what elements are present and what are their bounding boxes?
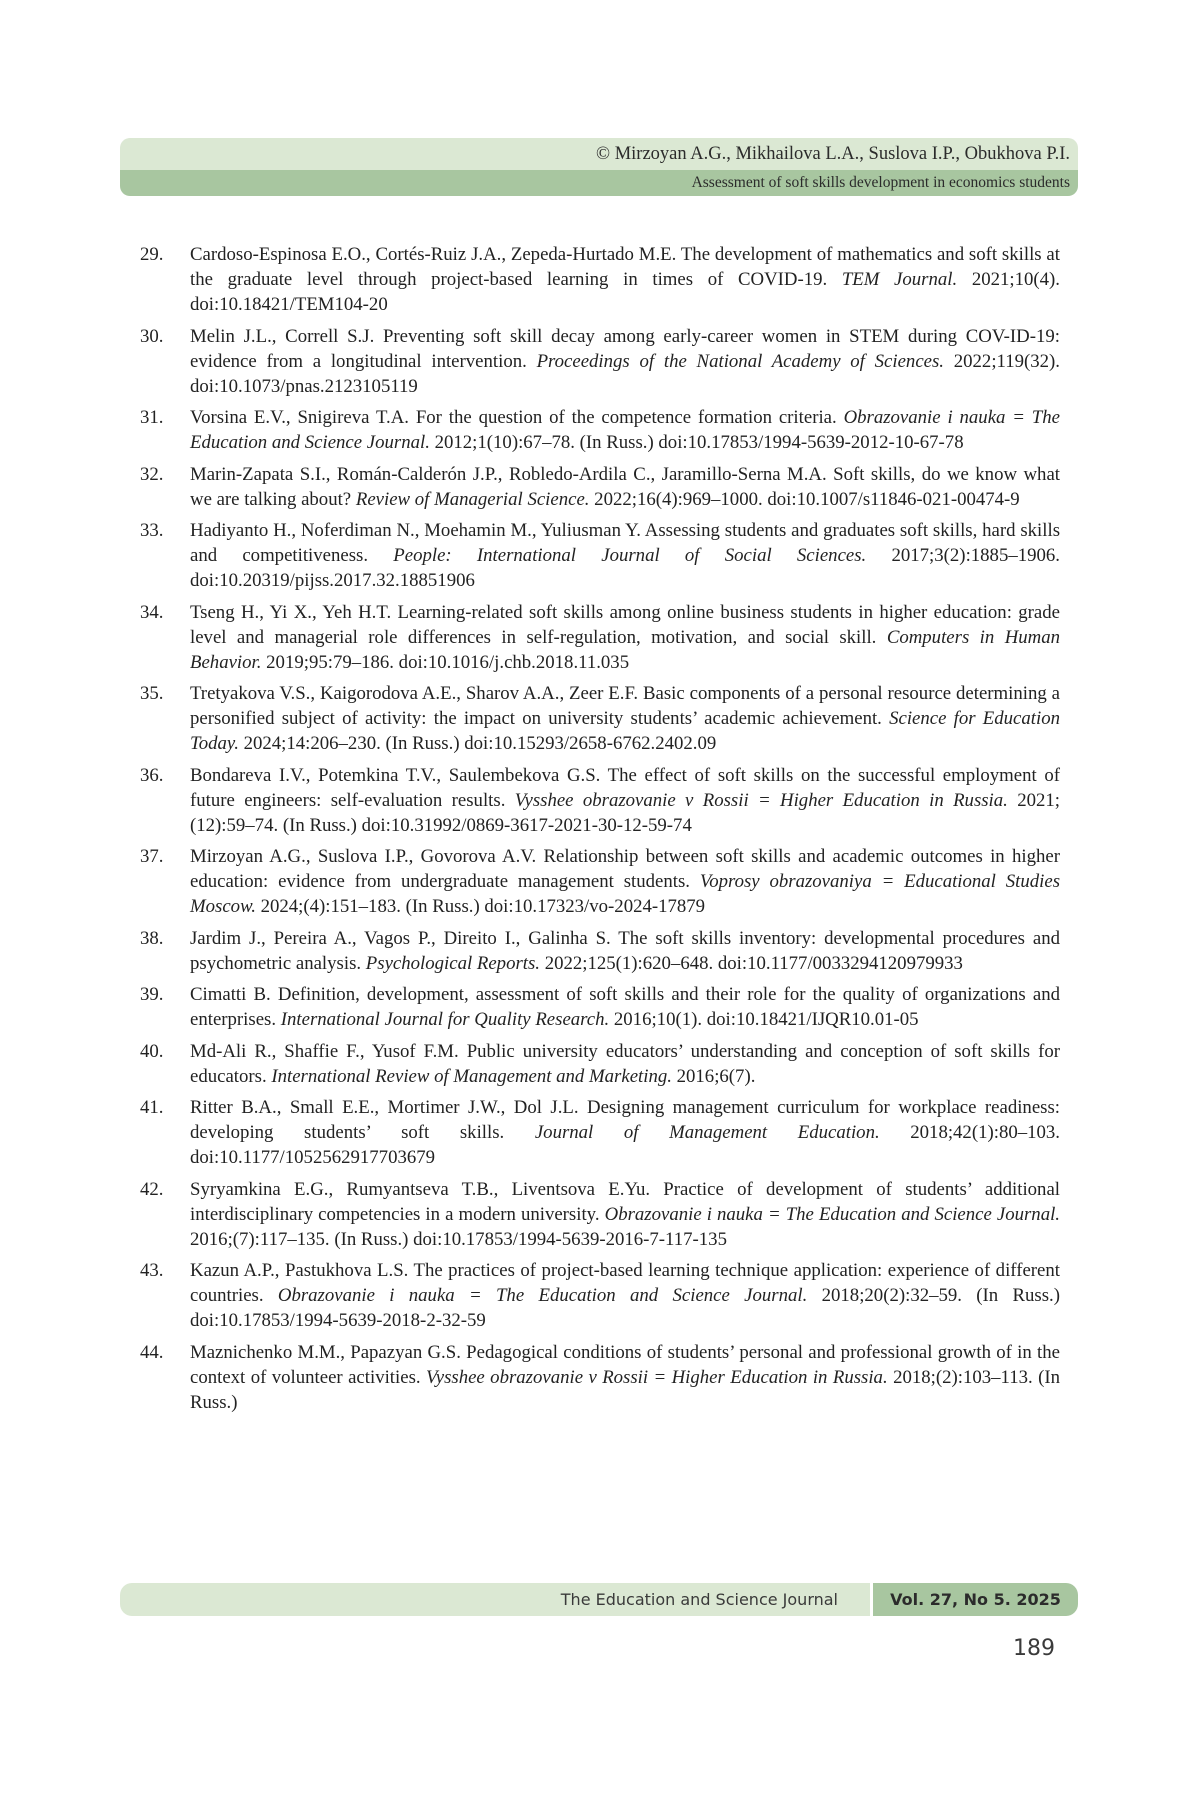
reference-authors-title: Melin J.L., Correll S.J. Preventing soft skill decay among early-career women in STEM during COV-ID-19: evidence from a longitudinal intervention. xyxy=(190,325,1060,372)
reference-source: Science for Education Today. xyxy=(190,708,1060,754)
reference-text xyxy=(190,926,1060,976)
footer-volume: Vol. 27, No 5. 2025 xyxy=(870,1583,1078,1616)
reference-text xyxy=(190,681,1060,756)
reference-source: Obrazovanie i nauka = The Education and Science Journal. xyxy=(190,407,1060,453)
running-header xyxy=(120,138,1078,196)
page-number: 189 xyxy=(1013,1636,1055,1661)
reference-source: Proceedings of the National Academy of Sciences. xyxy=(536,350,944,372)
reference-number: 29. xyxy=(140,244,164,265)
header-article-title: Assessment of soft skills development in economics students xyxy=(120,170,1078,196)
reference-details: 2024;14:206–230. (In Russ.) doi:10.15293/2658-6762.2402.09 xyxy=(238,733,717,754)
reference-details: 2018;20(2):32–59. (In Russ.) doi:10.17853/1994-5639-2018-2-32-59 xyxy=(190,1285,1061,1331)
footer-journal-name: The Education and Science Journal xyxy=(120,1583,870,1616)
reference-text xyxy=(190,844,1060,919)
reference-number: 40. xyxy=(140,1040,164,1062)
reference-number: 32. xyxy=(140,463,164,485)
reference-authors-title: Tretyakova V.S., Kaigorodova A.E., Sharov A.A., Zeer E.F. Basic components of a personal resource determining a personified subject of activity: the impact on university students’ academic achievement. xyxy=(190,683,1060,729)
reference-authors-title: Tseng H., Yi X., Yeh H.T. Learning-related soft skills among online business students in higher education: grade level and managerial role differences in self-regulation, motivation, and social skill. xyxy=(190,601,1060,648)
reference-text xyxy=(190,1340,1060,1415)
reference-details: 2021;10(4). doi:10.18421/TEM104-20 xyxy=(190,269,1060,315)
reference-details: 2024;(4):151–183. (In Russ.) doi:10.17323/vo-2024-17879 xyxy=(255,896,706,917)
reference-source: Journal of Management Education. xyxy=(534,1122,880,1143)
reference-authors-title: Ritter B.A., Small E.E., Mortimer J.W., Dol J.L. Designing management curriculum for workplace readiness: developing students’ soft skills. xyxy=(190,1097,1060,1143)
reference-number: 37. xyxy=(140,846,164,867)
reference-number: 36. xyxy=(140,764,164,786)
reference-authors-title: Vorsina E.V., Snigireva T.A. For the question of the competence formation criteria. xyxy=(190,407,844,428)
reference-source: TEM Journal. xyxy=(841,269,958,290)
reference-authors-title: Cimatti B. Definition, development, assessment of soft skills and their role for the quality of organizations and enterprises. xyxy=(190,984,1060,1030)
reference-item xyxy=(120,982,1060,1032)
reference-item xyxy=(120,1177,1060,1252)
reference-details: 2018;(2):103–113. (In Russ.) xyxy=(190,1366,1061,1413)
reference-authors-title: Maznichenko M.M., Papazyan G.S. Pedagogical conditions of students’ personal and professional growth of in the context of volunteer activities. xyxy=(190,1341,1060,1388)
reference-source: International Journal for Quality Research. xyxy=(280,1009,610,1030)
reference-text xyxy=(190,763,1060,838)
reference-text xyxy=(190,1039,1060,1089)
reference-number: 41. xyxy=(140,1097,164,1118)
reference-number: 39. xyxy=(140,984,164,1005)
reference-text xyxy=(190,518,1060,593)
reference-details: 2017;3(2):1885–1906. doi:10.20319/pijss.2017.32.18851906 xyxy=(190,545,1060,591)
reference-source: Review of Managerial Science. xyxy=(355,488,590,510)
reference-details: 2022;16(4):969–1000. doi:10.1007/s11846-021-00474-9 xyxy=(589,488,1020,510)
reference-item xyxy=(120,242,1060,317)
reference-item xyxy=(120,324,1060,399)
reference-number: 35. xyxy=(140,683,164,704)
reference-source: Obrazovanie i nauka = The Education and Science Journal. xyxy=(277,1285,808,1306)
reference-details: 2016;6(7). xyxy=(671,1065,756,1087)
reference-source: Vysshee obrazovanie v Rossii = Higher Education in Russia. xyxy=(426,1366,888,1388)
reference-text xyxy=(190,1095,1060,1170)
reference-text xyxy=(190,600,1060,675)
reference-number: 33. xyxy=(140,520,164,541)
reference-number: 31. xyxy=(140,407,164,428)
reference-item xyxy=(120,1340,1060,1415)
reference-source: Computers in Human Behavior. xyxy=(190,626,1060,673)
reference-text xyxy=(190,982,1060,1032)
reference-number: 38. xyxy=(140,927,164,949)
reference-authors-title: Mirzoyan A.G., Suslova I.P., Govorova A.V. Relationship between soft skills and academic outcomes in higher education: evidence from undergraduate management students. xyxy=(190,846,1060,892)
reference-item xyxy=(120,600,1060,675)
reference-number: 44. xyxy=(140,1341,164,1363)
reference-item xyxy=(120,926,1060,976)
reference-source: Obrazovanie i nauka = The Education and Science Journal. xyxy=(604,1203,1060,1225)
reference-item xyxy=(120,462,1060,512)
running-footer xyxy=(120,1583,1078,1616)
reference-authors-title: Md-Ali R., Shaffie F., Yusof F.M. Public university educators’ understanding and conception of soft skills for educators. xyxy=(190,1040,1060,1087)
reference-source: Vysshee obrazovanie v Rossii = Higher Education in Russia. xyxy=(514,789,1008,811)
reference-item xyxy=(120,1258,1060,1333)
reference-authors-title: Cardoso-Espinosa E.O., Cortés-Ruiz J.A., Zepeda-Hurtado M.E. The development of mathematics and soft skills at the graduate level through project-based learning in times of COVID-19. xyxy=(190,244,1060,290)
reference-details: 2016;(7):117–135. (In Russ.) doi:10.17853/1994-5639-2016-7-117-135 xyxy=(190,1228,727,1250)
reference-text xyxy=(190,1258,1060,1333)
reference-authors-title: Kazun A.P., Pastukhova L.S. The practices of project-based learning technique application: experience of different countries. xyxy=(190,1260,1060,1306)
reference-source: People: International Journal of Social Sciences. xyxy=(393,545,867,566)
header-authors: © Mirzoyan A.G., Mikhailova L.A., Suslova I.P., Obukhova P.I. xyxy=(120,138,1078,170)
reference-item xyxy=(120,1095,1060,1170)
reference-details: 2012;1(10):67–78. (In Russ.) doi:10.17853/1994-5639-2012-10-67-78 xyxy=(429,432,964,453)
reference-details: 2021;(12):59–74. (In Russ.) doi:10.31992/0869-3617-2021-30-12-59-74 xyxy=(190,789,1061,836)
reference-source: International Review of Management and Marketing. xyxy=(271,1065,672,1087)
reference-item xyxy=(120,844,1060,919)
reference-item xyxy=(120,405,1060,455)
reference-authors-title: Jardim J., Pereira A., Vagos P., Direito I., Galinha S. The soft skills inventory: developmental procedures and psychometric analysis. xyxy=(190,927,1060,974)
reference-number: 34. xyxy=(140,601,164,623)
reference-item xyxy=(120,763,1060,838)
reference-text xyxy=(190,324,1060,399)
reference-list xyxy=(120,242,1060,1421)
reference-text xyxy=(190,1177,1060,1252)
reference-item xyxy=(120,1039,1060,1089)
reference-item xyxy=(120,681,1060,756)
reference-authors-title: Bondareva I.V., Potemkina T.V., Saulembekova G.S. The effect of soft skills on the successful employment of future engineers: self-evaluation results. xyxy=(190,764,1060,811)
reference-details: 2016;10(1). doi:10.18421/IJQR10.01-05 xyxy=(609,1009,919,1030)
reference-number: 42. xyxy=(140,1178,164,1200)
reference-source: Psychological Reports. xyxy=(365,952,540,974)
reference-number: 43. xyxy=(140,1260,164,1281)
reference-text xyxy=(190,462,1060,512)
reference-authors-title: Marin-Zapata S.I., Román-Calderón J.P., Robledo-Ardila C., Jaramillo-Serna M.A. Soft skills, do we know what we are talking about? xyxy=(190,463,1060,510)
reference-text xyxy=(190,242,1060,317)
reference-authors-title: Hadiyanto H., Noferdiman N., Moehamin M., Yuliusman Y. Assessing students and graduates soft skills, hard skills and competitiveness. xyxy=(190,520,1060,566)
reference-item xyxy=(120,518,1060,593)
reference-number: 30. xyxy=(140,325,164,347)
reference-source: Voprosy obrazovaniya = Educational Studies Moscow. xyxy=(190,871,1061,917)
reference-details: 2022;125(1):620–648. doi:10.1177/0033294120979933 xyxy=(540,952,963,974)
reference-authors-title: Syryamkina E.G., Rumyantseva T.B., Liventsova E.Yu. Practice of development of students’ additional interdisciplinary competencies in a modern university. xyxy=(190,1178,1060,1225)
reference-details: 2022;119(32). doi:10.1073/pnas.2123105119 xyxy=(190,350,1060,397)
reference-text xyxy=(190,405,1060,455)
reference-details: 2018;42(1):80–103. doi:10.1177/1052562917703679 xyxy=(190,1122,1060,1168)
reference-details: 2019;95:79–186. doi:10.1016/j.chb.2018.11.035 xyxy=(261,651,630,673)
